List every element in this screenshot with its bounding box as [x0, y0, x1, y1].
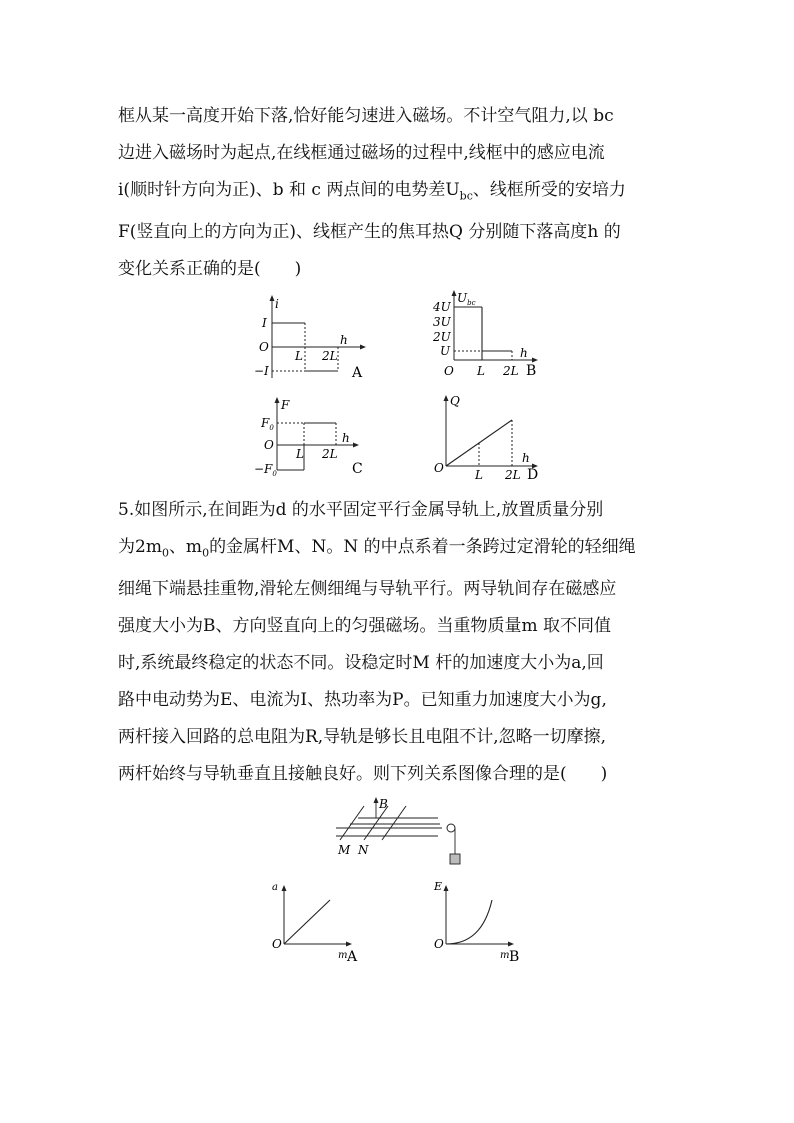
label-M: M — [338, 843, 351, 857]
tick-label: 2L — [505, 468, 521, 480]
origin-label: O — [259, 340, 269, 354]
tick-label: 4U — [433, 300, 451, 314]
graph-4c — [252, 392, 372, 482]
text-line: 两杆接入回路的总电阻为R,导轨是够长且电阻不计,忽略一切摩擦, — [118, 727, 607, 748]
question-5-text — [118, 492, 678, 793]
tick-label: L — [475, 468, 483, 480]
label-B: B — [379, 797, 388, 811]
option-label: B — [509, 949, 520, 965]
option-label: A — [347, 949, 358, 965]
axis-label-x: h — [342, 431, 350, 445]
axis-label-x: m — [500, 950, 510, 961]
tick-label: L — [296, 447, 304, 461]
graph-5a — [268, 876, 368, 966]
axis-label-x: h — [340, 333, 348, 347]
text-line: 两杆始终与导轨垂直且接触良好。则下列关系图像合理的是( ) — [118, 764, 608, 785]
label-N: N — [358, 843, 369, 857]
text-line: 时,系统最终稳定的状态不同。设稳定时M 杆的加速度大小为a,回 — [118, 653, 604, 674]
option-label: A — [352, 365, 363, 381]
origin-label: O — [444, 364, 454, 378]
text-line: 框从某一高度开始下落,恰好能匀速进入磁场。不计空气阻力,以 bc — [118, 106, 614, 126]
tick-label: 2U — [433, 330, 451, 344]
tick-label: 2L — [322, 349, 338, 363]
tick-label: U — [440, 344, 451, 358]
tick-label: −I — [254, 364, 269, 378]
axis-label-x: h — [522, 451, 530, 465]
tick-label: $-F_0$ — [254, 462, 277, 478]
graph-4b — [430, 287, 545, 382]
axis-label-y: $U_{bc}$ — [457, 291, 476, 307]
text-line: F(竖直向上的方向为正)、线框产生的焦耳热Q 分别随下落高度h 的 — [118, 222, 621, 243]
tick-label: 2L — [322, 447, 338, 461]
tick-label: L — [295, 349, 303, 363]
origin-label: O — [434, 937, 444, 951]
text-line: 边进入磁场时为起点,在线框通过磁场的过程中,线框中的感应电流 — [118, 143, 605, 163]
tick-label: 3U — [433, 315, 451, 329]
axis-label-y: F — [281, 398, 290, 412]
tick-label: L — [477, 364, 485, 378]
axis-label-y: Q — [450, 394, 460, 408]
axis-label-x: m — [338, 950, 348, 961]
origin-label: O — [272, 937, 282, 951]
option-label: B — [526, 363, 537, 379]
text-line: 强度大小为B、方向竖直向上的匀强磁场。当重物质量m 取不同值 — [118, 616, 612, 637]
graph-5b — [430, 876, 530, 966]
text-line: 为$2m_0$、$m_0$的金属杆M、N。N 的中点系着一条跨过定滑轮的轻细绳 — [118, 537, 636, 560]
graph-4d — [430, 390, 545, 480]
axis-label-y: a — [272, 882, 278, 893]
axis-label-y: i — [275, 297, 279, 311]
option-label: C — [352, 461, 363, 477]
text-line: 路中电动势为E、电流为I、热功率为P。已知重力加速度大小为g, — [118, 690, 607, 711]
text-line: 细绳下端悬挂重物,滑轮左侧细绳与导轨平行。两导轨间存在磁感应 — [118, 579, 617, 600]
option-label: D — [527, 467, 539, 480]
axis-label-x: h — [520, 346, 528, 360]
graph-4a — [250, 292, 370, 384]
apparatus-figure — [330, 796, 470, 868]
text-line: i(顺时针方向为正)、b 和 c 两点间的电势差$U_{bc}$、线框所受的安培力 — [118, 180, 626, 203]
text-line: 5.如图所示,在间距为d 的水平固定平行金属导轨上,放置质量分别 — [118, 500, 604, 520]
question-4-text — [118, 98, 678, 288]
tick-label: 2L — [503, 364, 519, 378]
origin-label: O — [264, 438, 274, 452]
tick-label: $F_0$ — [261, 416, 274, 432]
tick-label: I — [262, 316, 267, 330]
text-line: 变化关系正确的是( ) — [118, 259, 302, 280]
origin-label: O — [434, 461, 444, 475]
axis-label-y: E — [434, 880, 443, 893]
